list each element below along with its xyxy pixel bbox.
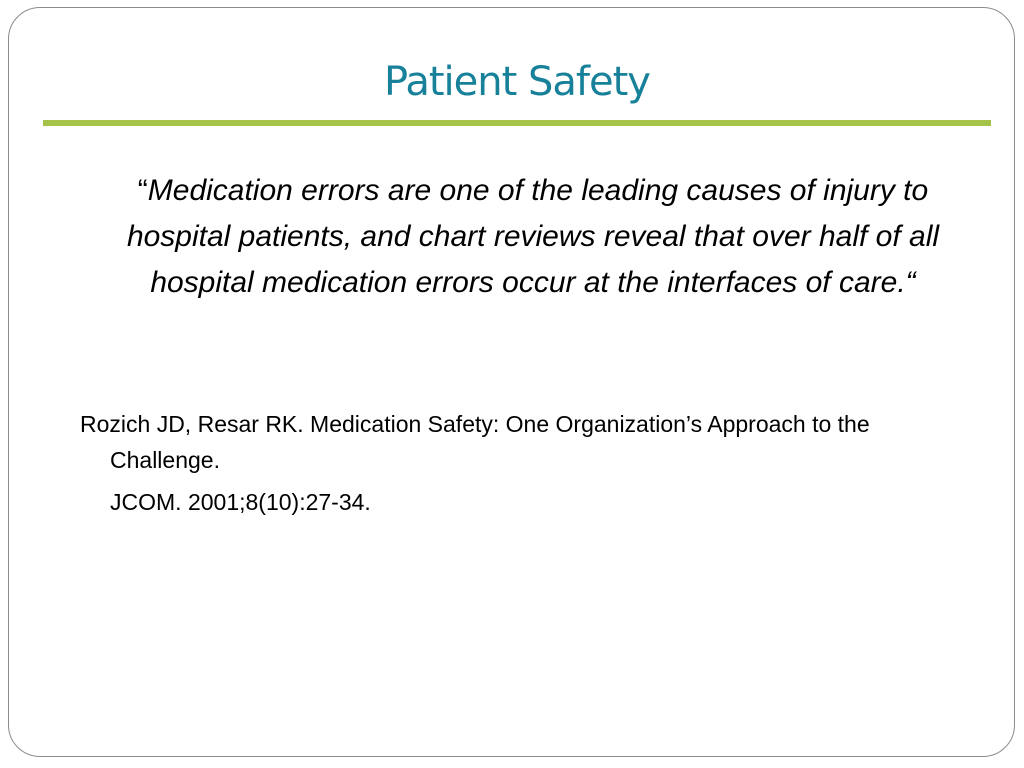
quote-text: Medication errors are one of the leading causes of injury to hospital patients, and chart reviews reveal that over half of all hospital medication errors occur at the interfaces of care.“ [126, 174, 940, 299]
citation-journal: JCOM. 2001;8(10):27-34. [110, 489, 371, 515]
quote-block [100, 168, 966, 306]
slide-title: Patient Safety [384, 59, 650, 105]
title-divider [43, 120, 991, 126]
citation-authors-title: Rozich JD, Resar RK. Medication Safety: One Organization’s Approach to the Challenge. [80, 411, 870, 473]
citation-block [80, 406, 920, 520]
quote-open-mark: “ [137, 174, 148, 207]
